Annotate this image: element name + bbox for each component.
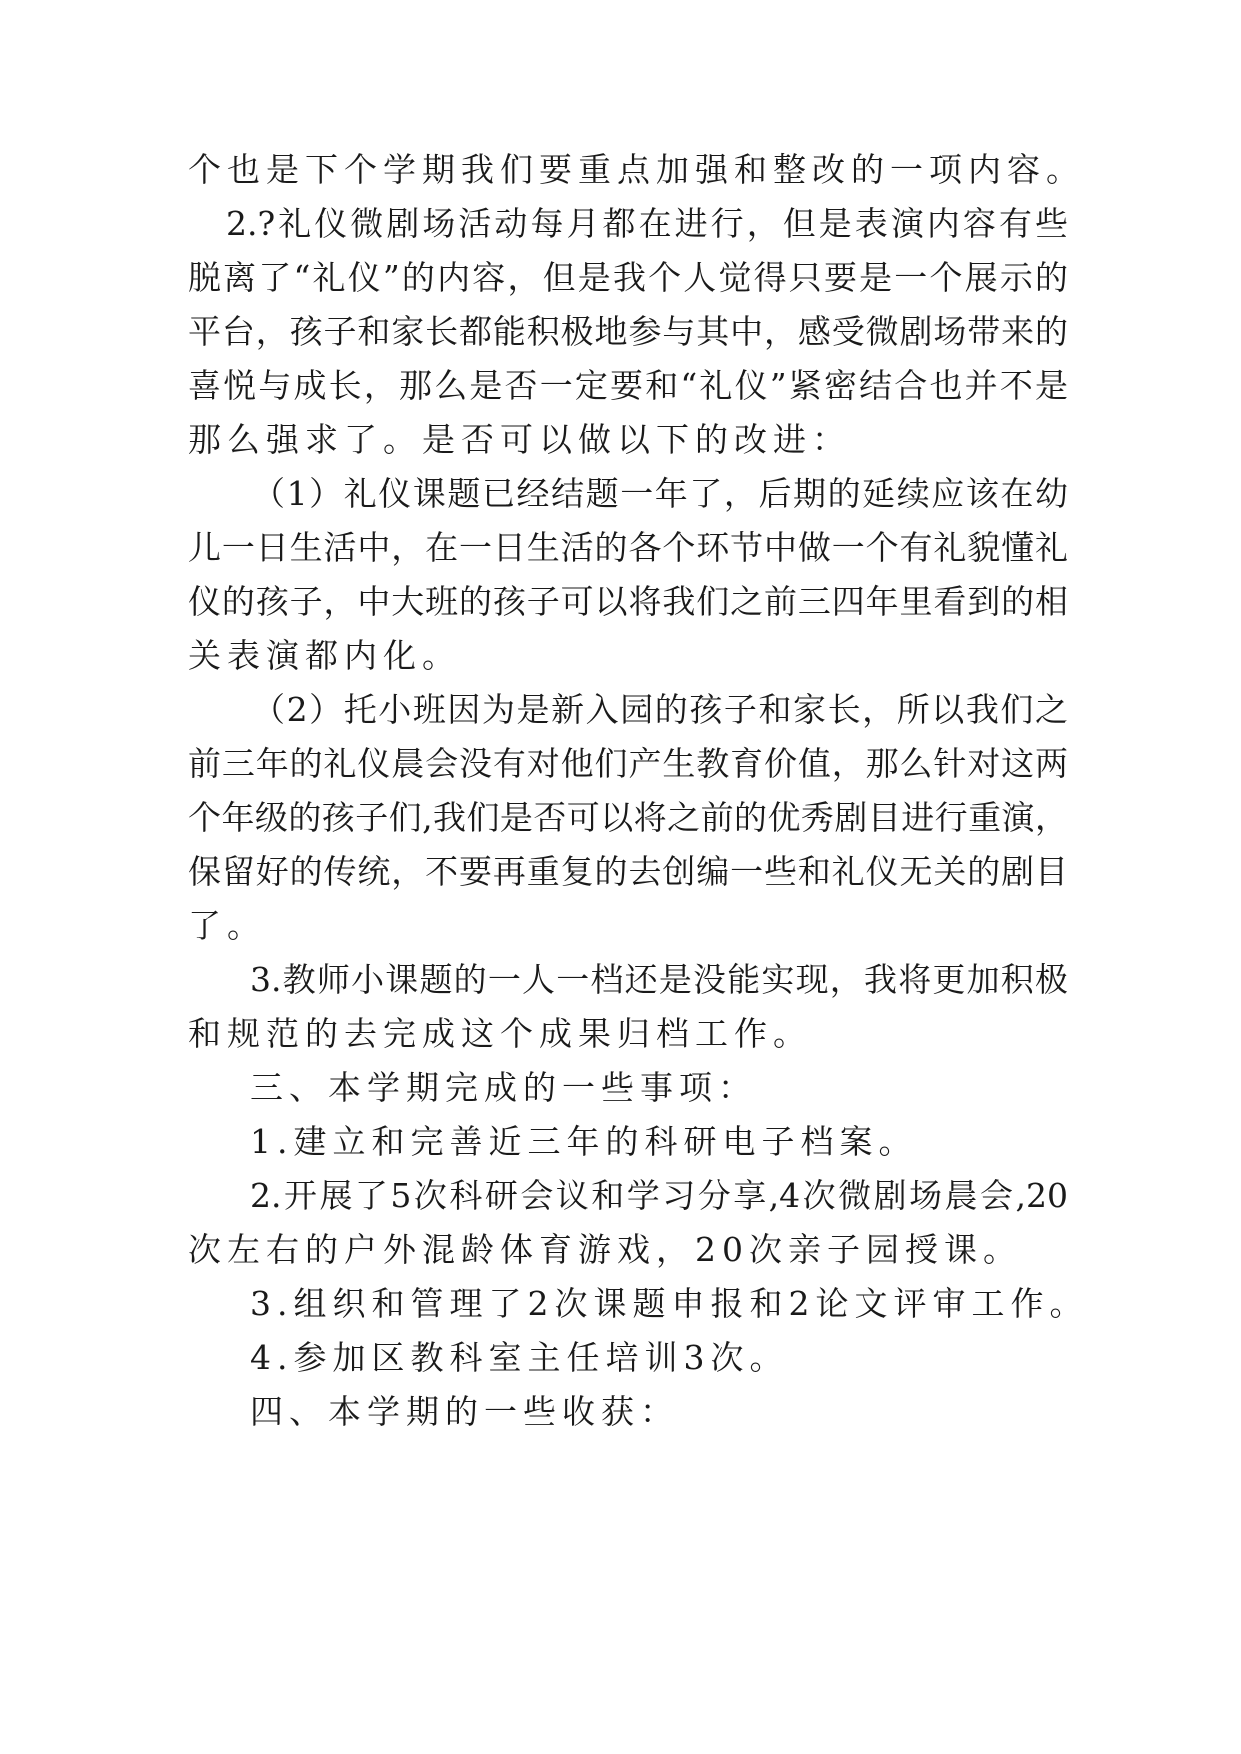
paragraph-line: （2）托小班因为是新入园的孩子和家长，所以我们之 — [252, 690, 1068, 729]
list-item: 3.组织和管理了2次课题申报和2论文评审工作。 — [250, 1284, 1089, 1323]
section-heading: 三、本学期完成的一些事项： — [250, 1068, 757, 1107]
list-item-continuation: 次左右的户外混龄体育游戏，20次亲子园授课。 — [188, 1230, 1022, 1269]
list-item: 1.建立和完善近三年的科研电子档案。 — [250, 1122, 918, 1161]
paragraph-line: （1）礼仪课题已经结题一年了，后期的延续应该在幼 — [252, 474, 1068, 513]
paragraph-line: 关表演都内化。 — [188, 636, 461, 675]
paragraph-line: 3.教师小课题的一人一档还是没能实现，我将更加积极 — [250, 960, 1068, 999]
list-item: 4.参加区教科室主任培训3次。 — [250, 1338, 789, 1377]
list-item: 2.开展了5次科研会议和学习分享,4次微剧场晨会,20 — [250, 1176, 1068, 1215]
paragraph-line: 了。 — [188, 906, 266, 945]
paragraph-line: 儿一日生活中，在一日生活的各个环节中做一个有礼貌懂礼 — [188, 528, 1068, 567]
paragraph-line: 仪的孩子，中大班的孩子可以将我们之前三四年里看到的相 — [188, 582, 1068, 621]
paragraph-line: 脱离了“礼仪”的内容，但是我个人觉得只要是一个展示的 — [188, 258, 1068, 297]
paragraph-line: 2.?礼仪微剧场活动每月都在进行，但是表演内容有些 — [226, 204, 1068, 243]
paragraph-line: 喜悦与成长，那么是否一定要和“礼仪”紧密结合也并不是 — [188, 366, 1068, 405]
paragraph-line: 前三年的礼仪晨会没有对他们产生教育价值，那么针对这两 — [188, 744, 1068, 783]
paragraph-line: 保留好的传统，不要再重复的去创编一些和礼仪无关的剧目 — [188, 852, 1068, 891]
section-heading: 四、本学期的一些收获： — [250, 1392, 679, 1431]
paragraph-line: 那么强求了。是否可以做以下的改进： — [188, 420, 851, 459]
paragraph-line: 个年级的孩子们,我们是否可以将之前的优秀剧目进行重演， — [188, 798, 1068, 837]
paragraph-line: 和规范的去完成这个成果归档工作。 — [188, 1014, 812, 1053]
paragraph-line: 平台，孩子和家长都能积极地参与其中，感受微剧场带来的 — [188, 312, 1068, 351]
paragraph-line: 个也是下个学期我们要重点加强和整改的一项内容。 — [188, 150, 1085, 189]
